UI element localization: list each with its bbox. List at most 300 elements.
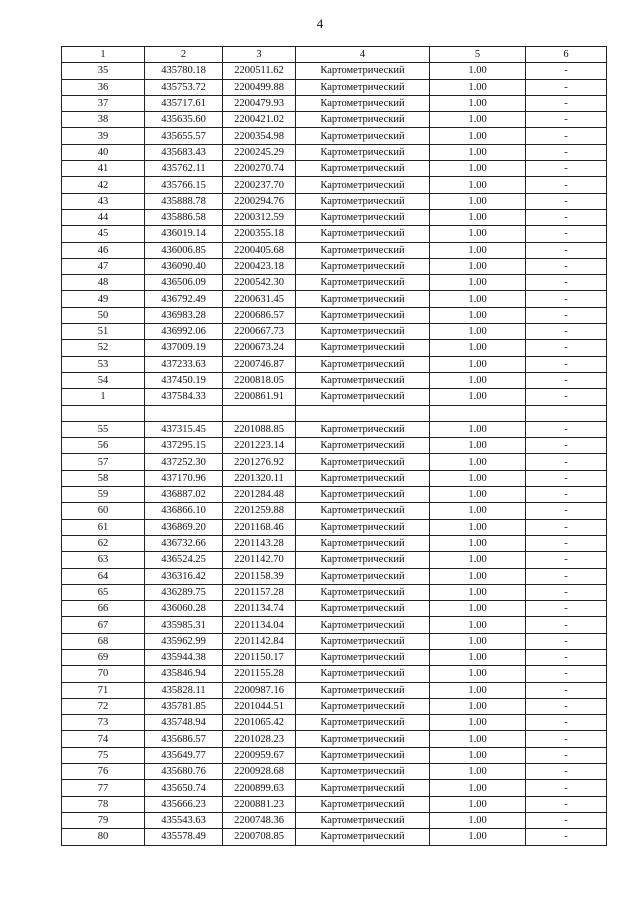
- note-cell: -: [526, 177, 607, 193]
- point-number-cell: 58: [62, 470, 145, 486]
- point-number-cell: 68: [62, 633, 145, 649]
- point-number-cell: 67: [62, 617, 145, 633]
- method-cell: Картометрический: [296, 552, 430, 568]
- y-coordinate-cell: 2200355.18: [223, 226, 296, 242]
- accuracy-cell: 1.00: [430, 226, 526, 242]
- accuracy-cell: 1.00: [430, 177, 526, 193]
- method-cell: Картометрический: [296, 389, 430, 405]
- note-cell: -: [526, 79, 607, 95]
- y-coordinate-cell: 2201155.28: [223, 666, 296, 682]
- note-cell: -: [526, 95, 607, 111]
- accuracy-cell: 1.00: [430, 242, 526, 258]
- note-cell: -: [526, 764, 607, 780]
- x-coordinate-cell: 435666.23: [145, 796, 223, 812]
- x-coordinate-cell: 436090.40: [145, 258, 223, 274]
- table-header: [62, 47, 607, 63]
- accuracy-cell: 1.00: [430, 438, 526, 454]
- y-coordinate-cell: 2201276.92: [223, 454, 296, 470]
- note-cell: -: [526, 438, 607, 454]
- table-row: [62, 731, 607, 747]
- point-number-cell: 41: [62, 161, 145, 177]
- y-coordinate-cell: 2200899.63: [223, 780, 296, 796]
- table-row: [62, 275, 607, 291]
- x-coordinate-cell: 436732.66: [145, 535, 223, 551]
- note-cell: -: [526, 209, 607, 225]
- point-number-cell: 51: [62, 324, 145, 340]
- note-cell: -: [526, 780, 607, 796]
- y-coordinate-cell: 2200237.70: [223, 177, 296, 193]
- note-cell: -: [526, 275, 607, 291]
- point-number-cell: 35: [62, 63, 145, 79]
- note-cell: -: [526, 470, 607, 486]
- y-coordinate-cell: 2201028.23: [223, 731, 296, 747]
- note-cell: -: [526, 128, 607, 144]
- x-coordinate-cell: 435944.38: [145, 649, 223, 665]
- accuracy-cell: 1.00: [430, 617, 526, 633]
- method-cell: Картометрический: [296, 226, 430, 242]
- method-cell: Картометрический: [296, 649, 430, 665]
- method-cell: Картометрический: [296, 470, 430, 486]
- point-number-cell: 62: [62, 535, 145, 551]
- note-cell: -: [526, 731, 607, 747]
- accuracy-cell: 1.00: [430, 780, 526, 796]
- note-cell: -: [526, 552, 607, 568]
- x-coordinate-cell: 435886.58: [145, 209, 223, 225]
- method-cell: Картометрический: [296, 666, 430, 682]
- accuracy-cell: 1.00: [430, 649, 526, 665]
- method-cell: Картометрический: [296, 698, 430, 714]
- accuracy-cell: 1.00: [430, 584, 526, 600]
- accuracy-cell: 1.00: [430, 796, 526, 812]
- point-number-cell: 37: [62, 95, 145, 111]
- point-number-cell: 75: [62, 747, 145, 763]
- table-row: [62, 144, 607, 160]
- table-row: [62, 356, 607, 372]
- point-number-cell: 52: [62, 340, 145, 356]
- note-cell: [526, 405, 607, 421]
- x-coordinate-cell: 436289.75: [145, 584, 223, 600]
- y-coordinate-cell: 2200511.62: [223, 63, 296, 79]
- accuracy-cell: [430, 405, 526, 421]
- accuracy-cell: 1.00: [430, 112, 526, 128]
- y-coordinate-cell: 2200708.85: [223, 829, 296, 845]
- x-coordinate-cell: 435828.11: [145, 682, 223, 698]
- table-row: [62, 829, 607, 845]
- y-coordinate-cell: 2200631.45: [223, 291, 296, 307]
- method-cell: Картометрический: [296, 63, 430, 79]
- x-coordinate-cell: 435650.74: [145, 780, 223, 796]
- table-row: [62, 812, 607, 828]
- accuracy-cell: 1.00: [430, 307, 526, 323]
- table-row: [62, 747, 607, 763]
- point-number-cell: 56: [62, 438, 145, 454]
- accuracy-cell: 1.00: [430, 747, 526, 763]
- method-cell: Картометрический: [296, 177, 430, 193]
- y-coordinate-cell: 2200746.87: [223, 356, 296, 372]
- method-cell: Картометрический: [296, 128, 430, 144]
- point-number-cell: 77: [62, 780, 145, 796]
- table-row: [62, 764, 607, 780]
- accuracy-cell: 1.00: [430, 519, 526, 535]
- x-coordinate-cell: 436506.09: [145, 275, 223, 291]
- point-number-cell: 73: [62, 715, 145, 731]
- x-coordinate-cell: 435680.76: [145, 764, 223, 780]
- table-row: [62, 552, 607, 568]
- x-coordinate-cell: 436316.42: [145, 568, 223, 584]
- y-coordinate-cell: 2200673.24: [223, 340, 296, 356]
- x-coordinate-cell: 437584.33: [145, 389, 223, 405]
- table-row: [62, 307, 607, 323]
- method-cell: Картометрический: [296, 731, 430, 747]
- y-coordinate-cell: 2200748.36: [223, 812, 296, 828]
- method-cell: Картометрический: [296, 764, 430, 780]
- y-coordinate-cell: 2200270.74: [223, 161, 296, 177]
- y-coordinate-cell: 2201142.84: [223, 633, 296, 649]
- note-cell: -: [526, 421, 607, 437]
- table-row: [62, 519, 607, 535]
- y-coordinate-cell: 2200667.73: [223, 324, 296, 340]
- table-row: [62, 796, 607, 812]
- header-cell-3: 3: [223, 47, 296, 63]
- x-coordinate-cell: [145, 405, 223, 421]
- point-number-cell: 69: [62, 649, 145, 665]
- method-cell: Картометрический: [296, 780, 430, 796]
- y-coordinate-cell: 2201259.88: [223, 503, 296, 519]
- method-cell: Картометрический: [296, 356, 430, 372]
- accuracy-cell: 1.00: [430, 568, 526, 584]
- point-number-cell: 61: [62, 519, 145, 535]
- note-cell: -: [526, 291, 607, 307]
- x-coordinate-cell: 435578.49: [145, 829, 223, 845]
- x-coordinate-cell: 436792.49: [145, 291, 223, 307]
- method-cell: Картометрический: [296, 209, 430, 225]
- method-cell: Картометрический: [296, 584, 430, 600]
- accuracy-cell: 1.00: [430, 601, 526, 617]
- table-row: [62, 389, 607, 405]
- accuracy-cell: 1.00: [430, 144, 526, 160]
- note-cell: -: [526, 161, 607, 177]
- y-coordinate-cell: 2200354.98: [223, 128, 296, 144]
- y-coordinate-cell: 2200421.02: [223, 112, 296, 128]
- y-coordinate-cell: 2200294.76: [223, 193, 296, 209]
- point-number-cell: 71: [62, 682, 145, 698]
- note-cell: -: [526, 356, 607, 372]
- method-cell: Картометрический: [296, 487, 430, 503]
- point-number-cell: 43: [62, 193, 145, 209]
- note-cell: -: [526, 340, 607, 356]
- accuracy-cell: 1.00: [430, 421, 526, 437]
- x-coordinate-cell: 436006.85: [145, 242, 223, 258]
- accuracy-cell: 1.00: [430, 698, 526, 714]
- note-cell: -: [526, 226, 607, 242]
- accuracy-cell: 1.00: [430, 666, 526, 682]
- point-number-cell: 38: [62, 112, 145, 128]
- table-row: [62, 470, 607, 486]
- x-coordinate-cell: 435686.57: [145, 731, 223, 747]
- point-number-cell: 47: [62, 258, 145, 274]
- table-row: [62, 372, 607, 388]
- point-number-cell: 36: [62, 79, 145, 95]
- x-coordinate-cell: 435717.61: [145, 95, 223, 111]
- accuracy-cell: 1.00: [430, 291, 526, 307]
- accuracy-cell: 1.00: [430, 372, 526, 388]
- method-cell: Картометрический: [296, 307, 430, 323]
- method-cell: [296, 405, 430, 421]
- x-coordinate-cell: 437315.45: [145, 421, 223, 437]
- note-cell: -: [526, 698, 607, 714]
- accuracy-cell: 1.00: [430, 63, 526, 79]
- table-row: [62, 112, 607, 128]
- x-coordinate-cell: 435762.11: [145, 161, 223, 177]
- table-row: [62, 780, 607, 796]
- accuracy-cell: 1.00: [430, 193, 526, 209]
- note-cell: -: [526, 372, 607, 388]
- note-cell: -: [526, 112, 607, 128]
- y-coordinate-cell: 2201088.85: [223, 421, 296, 437]
- x-coordinate-cell: 435888.78: [145, 193, 223, 209]
- x-coordinate-cell: 436060.28: [145, 601, 223, 617]
- method-cell: Картометрический: [296, 258, 430, 274]
- accuracy-cell: 1.00: [430, 764, 526, 780]
- point-number-cell: 76: [62, 764, 145, 780]
- method-cell: Картометрический: [296, 161, 430, 177]
- table-row: [62, 568, 607, 584]
- x-coordinate-cell: 435780.18: [145, 63, 223, 79]
- point-number-cell: 65: [62, 584, 145, 600]
- table-row: [62, 226, 607, 242]
- table-row: [62, 454, 607, 470]
- accuracy-cell: 1.00: [430, 812, 526, 828]
- note-cell: -: [526, 649, 607, 665]
- note-cell: -: [526, 63, 607, 79]
- point-number-cell: 78: [62, 796, 145, 812]
- accuracy-cell: 1.00: [430, 356, 526, 372]
- method-cell: Картометрический: [296, 796, 430, 812]
- table-row: [62, 95, 607, 111]
- note-cell: -: [526, 193, 607, 209]
- accuracy-cell: 1.00: [430, 535, 526, 551]
- point-number-cell: 80: [62, 829, 145, 845]
- y-coordinate-cell: 2201223.14: [223, 438, 296, 454]
- y-coordinate-cell: 2201134.74: [223, 601, 296, 617]
- table-row: [62, 258, 607, 274]
- point-number-cell: 45: [62, 226, 145, 242]
- method-cell: Картометрический: [296, 421, 430, 437]
- method-cell: Картометрический: [296, 617, 430, 633]
- header-cell-1: 1: [62, 47, 145, 63]
- note-cell: -: [526, 487, 607, 503]
- table-row: [62, 633, 607, 649]
- y-coordinate-cell: 2200987.16: [223, 682, 296, 698]
- y-coordinate-cell: 2201320.11: [223, 470, 296, 486]
- note-cell: -: [526, 617, 607, 633]
- x-coordinate-cell: 435962.99: [145, 633, 223, 649]
- table-row: [62, 649, 607, 665]
- table-row: [62, 128, 607, 144]
- point-number-cell: 54: [62, 372, 145, 388]
- x-coordinate-cell: 437009.19: [145, 340, 223, 356]
- table-row: [62, 584, 607, 600]
- method-cell: Картометрический: [296, 79, 430, 95]
- accuracy-cell: 1.00: [430, 470, 526, 486]
- y-coordinate-cell: 2201142.70: [223, 552, 296, 568]
- header-cell-6: 6: [526, 47, 607, 63]
- table-row: [62, 209, 607, 225]
- y-coordinate-cell: 2200686.57: [223, 307, 296, 323]
- method-cell: Картометрический: [296, 112, 430, 128]
- x-coordinate-cell: 436992.06: [145, 324, 223, 340]
- y-coordinate-cell: 2200959.67: [223, 747, 296, 763]
- method-cell: Картометрический: [296, 144, 430, 160]
- table-row: [62, 161, 607, 177]
- table-row: [62, 715, 607, 731]
- header-cell-2: 2: [145, 47, 223, 63]
- note-cell: -: [526, 519, 607, 535]
- x-coordinate-cell: 435766.15: [145, 177, 223, 193]
- point-number-cell: 72: [62, 698, 145, 714]
- table-row: [62, 63, 607, 79]
- point-number-cell: 44: [62, 209, 145, 225]
- coordinates-table: [61, 46, 607, 846]
- note-cell: -: [526, 584, 607, 600]
- x-coordinate-cell: 435543.63: [145, 812, 223, 828]
- table-row: [62, 324, 607, 340]
- point-number-cell: 59: [62, 487, 145, 503]
- note-cell: -: [526, 503, 607, 519]
- method-cell: Картометрический: [296, 372, 430, 388]
- y-coordinate-cell: 2201065.42: [223, 715, 296, 731]
- table-row: [62, 242, 607, 258]
- x-coordinate-cell: 437252.30: [145, 454, 223, 470]
- accuracy-cell: 1.00: [430, 275, 526, 291]
- point-number-cell: 55: [62, 421, 145, 437]
- x-coordinate-cell: 437295.15: [145, 438, 223, 454]
- note-cell: -: [526, 747, 607, 763]
- y-coordinate-cell: 2201157.28: [223, 584, 296, 600]
- method-cell: Картометрический: [296, 291, 430, 307]
- x-coordinate-cell: 435781.85: [145, 698, 223, 714]
- y-coordinate-cell: 2200312.59: [223, 209, 296, 225]
- header-row: [62, 47, 607, 63]
- table-row: [62, 601, 607, 617]
- method-cell: Картометрический: [296, 535, 430, 551]
- point-number-cell: 79: [62, 812, 145, 828]
- point-number-cell: 40: [62, 144, 145, 160]
- x-coordinate-cell: 436869.20: [145, 519, 223, 535]
- x-coordinate-cell: 436524.25: [145, 552, 223, 568]
- note-cell: -: [526, 829, 607, 845]
- y-coordinate-cell: 2200479.93: [223, 95, 296, 111]
- table-row: [62, 291, 607, 307]
- point-number-cell: 46: [62, 242, 145, 258]
- method-cell: Картометрический: [296, 503, 430, 519]
- accuracy-cell: 1.00: [430, 161, 526, 177]
- note-cell: -: [526, 144, 607, 160]
- x-coordinate-cell: 436887.02: [145, 487, 223, 503]
- x-coordinate-cell: 435985.31: [145, 617, 223, 633]
- x-coordinate-cell: 437170.96: [145, 470, 223, 486]
- y-coordinate-cell: 2201044.51: [223, 698, 296, 714]
- method-cell: Картометрический: [296, 275, 430, 291]
- point-number-cell: 50: [62, 307, 145, 323]
- accuracy-cell: 1.00: [430, 79, 526, 95]
- point-number-cell: 53: [62, 356, 145, 372]
- method-cell: Картометрический: [296, 747, 430, 763]
- table-row: [62, 487, 607, 503]
- x-coordinate-cell: 437450.19: [145, 372, 223, 388]
- method-cell: Картометрический: [296, 601, 430, 617]
- note-cell: -: [526, 454, 607, 470]
- point-number-cell: 48: [62, 275, 145, 291]
- x-coordinate-cell: 436019.14: [145, 226, 223, 242]
- y-coordinate-cell: 2201168.46: [223, 519, 296, 535]
- accuracy-cell: 1.00: [430, 454, 526, 470]
- accuracy-cell: 1.00: [430, 128, 526, 144]
- method-cell: Картометрический: [296, 829, 430, 845]
- note-cell: -: [526, 666, 607, 682]
- table-row: [62, 698, 607, 714]
- x-coordinate-cell: 437233.63: [145, 356, 223, 372]
- table-row: [62, 193, 607, 209]
- y-coordinate-cell: [223, 405, 296, 421]
- method-cell: Картометрический: [296, 438, 430, 454]
- table-row: [62, 438, 607, 454]
- note-cell: -: [526, 796, 607, 812]
- accuracy-cell: 1.00: [430, 209, 526, 225]
- y-coordinate-cell: 2201284.48: [223, 487, 296, 503]
- y-coordinate-cell: 2200499.88: [223, 79, 296, 95]
- method-cell: Картометрический: [296, 682, 430, 698]
- y-coordinate-cell: 2200818.05: [223, 372, 296, 388]
- table-row: [62, 682, 607, 698]
- point-number-cell: 39: [62, 128, 145, 144]
- point-number-cell: 66: [62, 601, 145, 617]
- point-number-cell: 63: [62, 552, 145, 568]
- y-coordinate-cell: 2200405.68: [223, 242, 296, 258]
- method-cell: Картометрический: [296, 454, 430, 470]
- y-coordinate-cell: 2200542.30: [223, 275, 296, 291]
- point-number-cell: 57: [62, 454, 145, 470]
- method-cell: Картометрический: [296, 519, 430, 535]
- point-number-cell: 74: [62, 731, 145, 747]
- accuracy-cell: 1.00: [430, 389, 526, 405]
- note-cell: -: [526, 242, 607, 258]
- note-cell: -: [526, 307, 607, 323]
- note-cell: -: [526, 601, 607, 617]
- note-cell: -: [526, 633, 607, 649]
- accuracy-cell: 1.00: [430, 324, 526, 340]
- table-row: [62, 421, 607, 437]
- method-cell: Картометрический: [296, 812, 430, 828]
- accuracy-cell: 1.00: [430, 503, 526, 519]
- note-cell: -: [526, 389, 607, 405]
- table-row: [62, 617, 607, 633]
- accuracy-cell: 1.00: [430, 829, 526, 845]
- y-coordinate-cell: 2200928.68: [223, 764, 296, 780]
- note-cell: -: [526, 682, 607, 698]
- x-coordinate-cell: 436866.10: [145, 503, 223, 519]
- x-coordinate-cell: 435683.43: [145, 144, 223, 160]
- note-cell: -: [526, 535, 607, 551]
- x-coordinate-cell: 435649.77: [145, 747, 223, 763]
- table-row: [62, 535, 607, 551]
- y-coordinate-cell: 2201158.39: [223, 568, 296, 584]
- header-cell-5: 5: [430, 47, 526, 63]
- accuracy-cell: 1.00: [430, 633, 526, 649]
- accuracy-cell: 1.00: [430, 682, 526, 698]
- method-cell: Картометрический: [296, 568, 430, 584]
- accuracy-cell: 1.00: [430, 258, 526, 274]
